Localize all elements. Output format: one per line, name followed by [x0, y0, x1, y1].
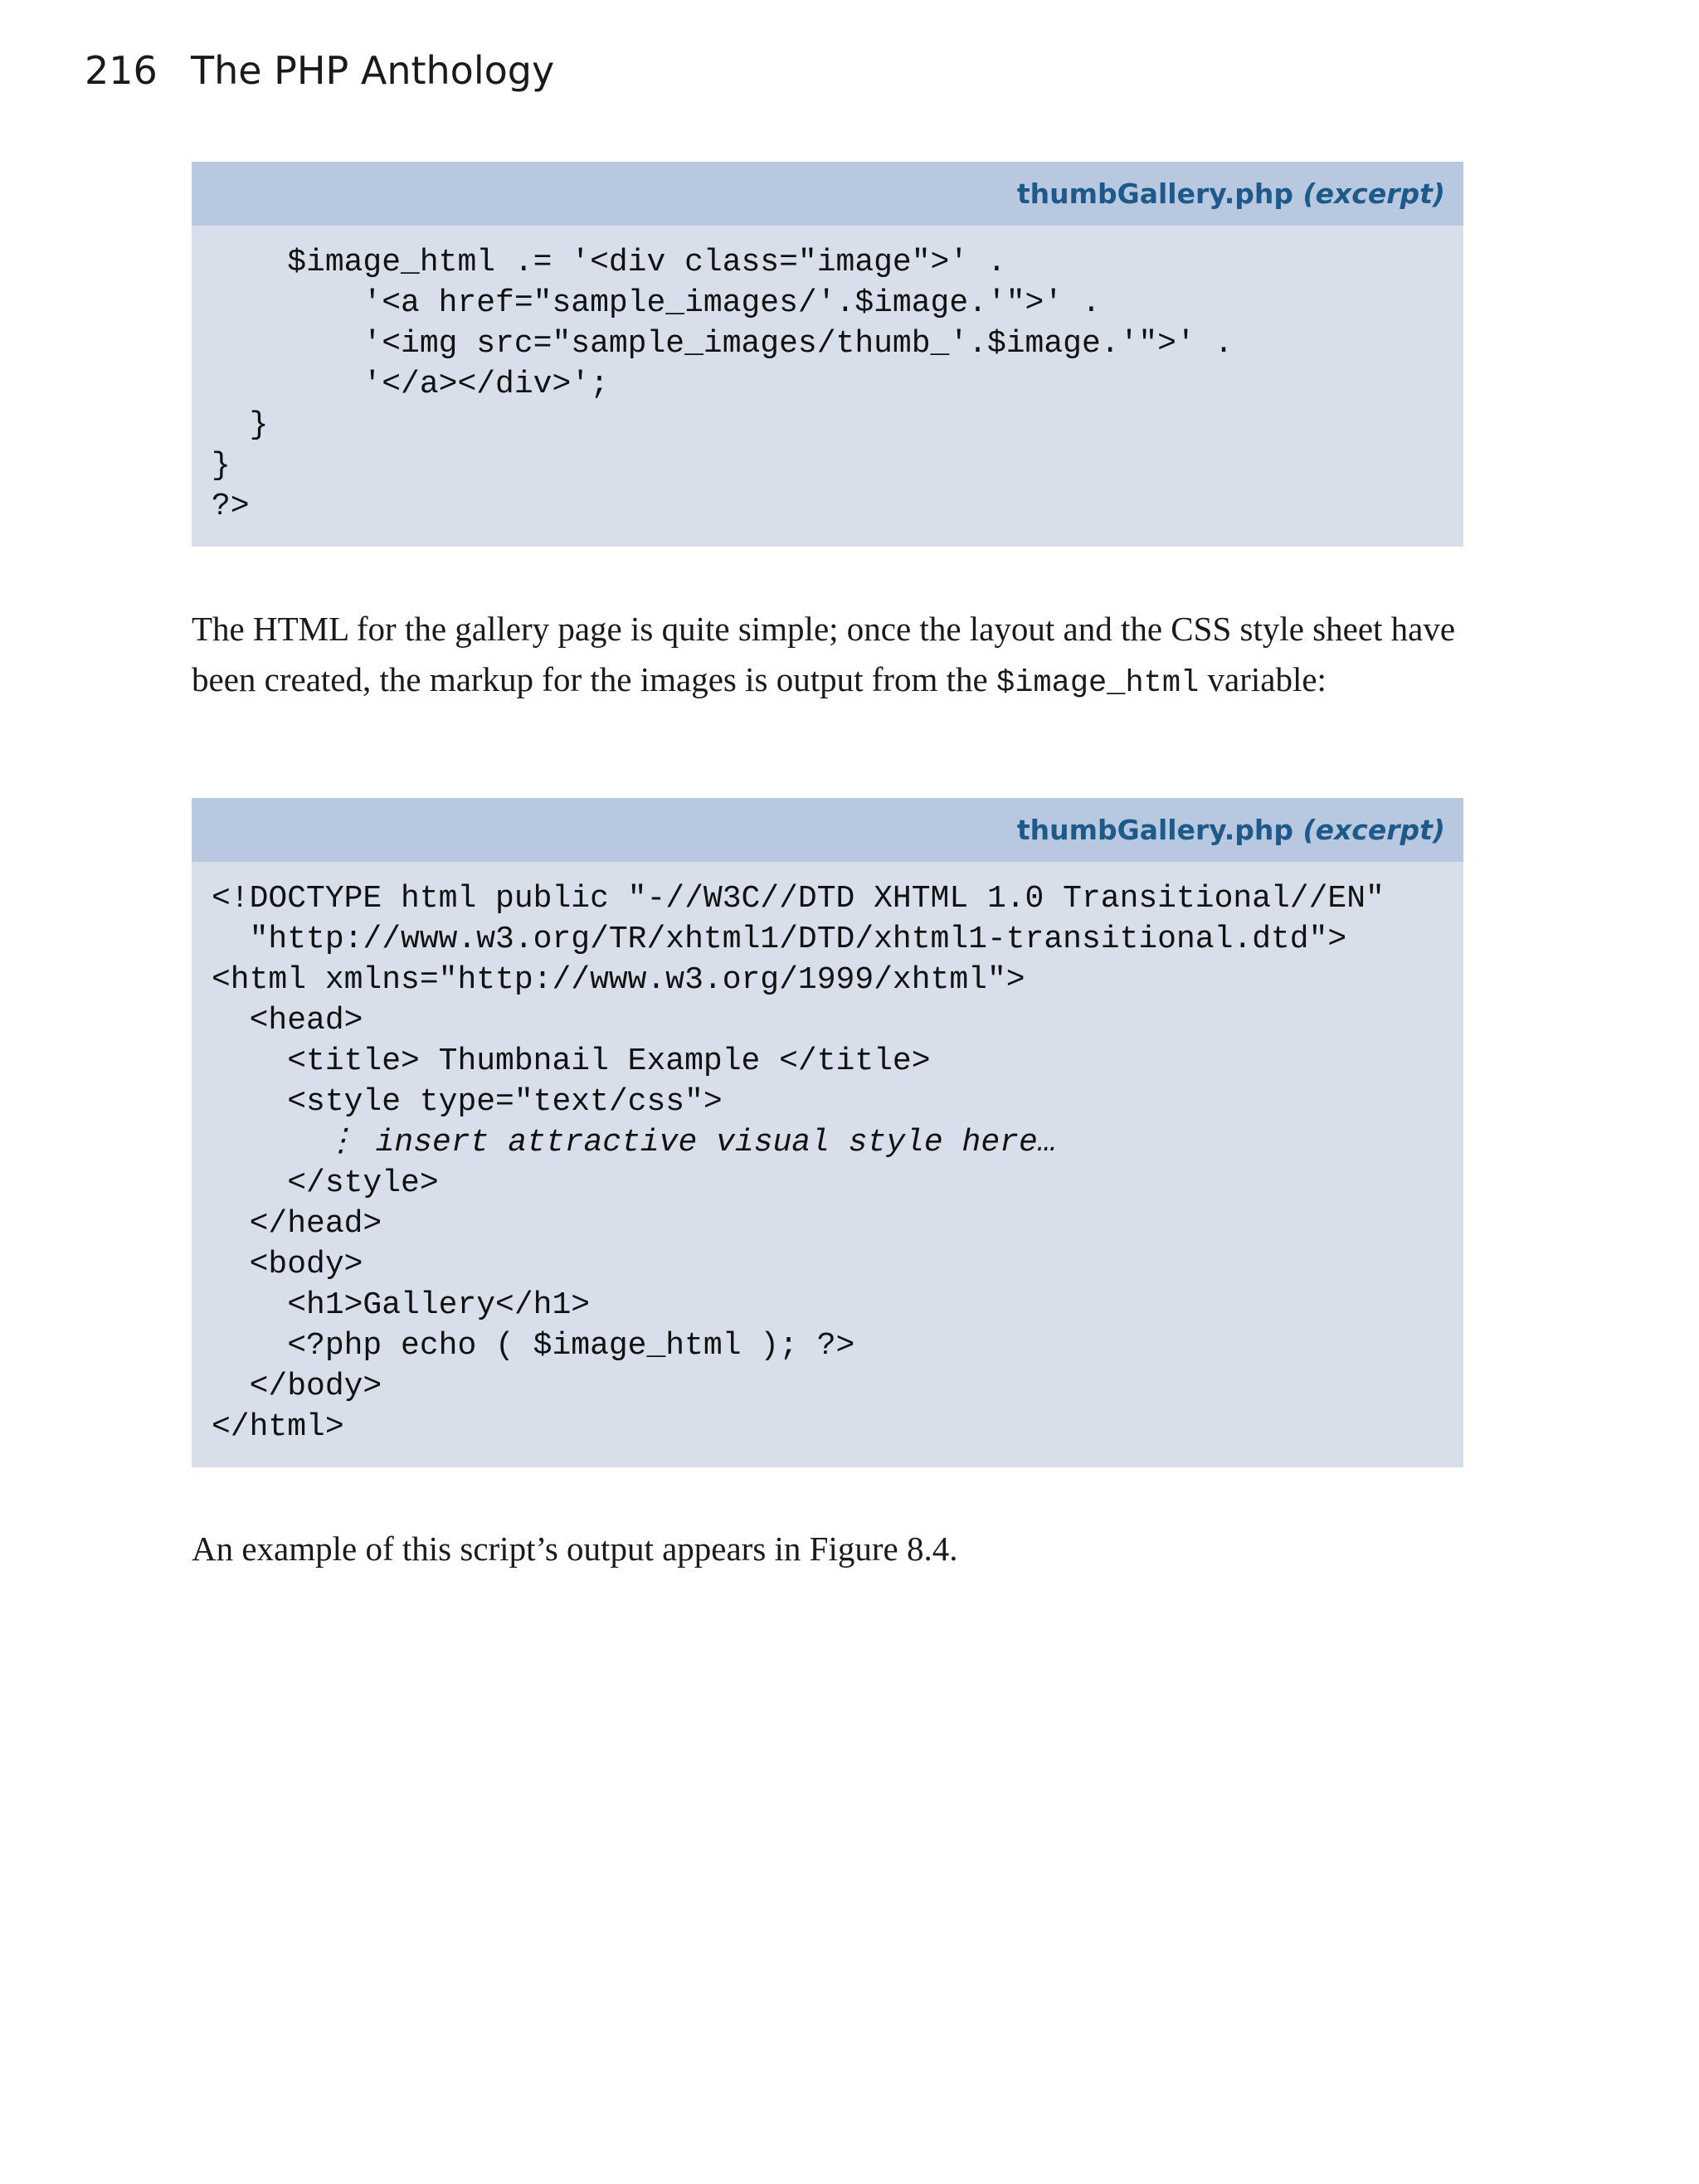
code-listing-header: [192, 798, 1463, 862]
body-paragraph: [192, 604, 1469, 709]
code-listing-header: [192, 162, 1463, 226]
code-line: <title> Thumbnail Example </title>: [212, 1043, 931, 1079]
code-line: ⋮ insert attractive visual style here…: [212, 1125, 1057, 1160]
code-line: '<img src="sample_images/thumb_'.$image.'">' .: [212, 326, 1234, 362]
code-line: "http://www.w3.org/TR/xhtml1/DTD/xhtml1-transitional.dtd">: [212, 922, 1347, 957]
code-line: </style>: [212, 1165, 439, 1201]
book-title: The PHP Anthology: [191, 48, 555, 93]
page-number: 216: [85, 48, 158, 93]
code-line: ?>: [212, 489, 250, 524]
code-body: [192, 862, 1463, 1467]
code-line: <body>: [212, 1247, 363, 1282]
paragraph-text: The HTML for the gallery page is quite simple; once the layout and the CSS style sheet have been created, the markup for the images is output from the: [192, 610, 1456, 698]
code-line: <html xmlns="http://www.w3.org/1999/xhtml">: [212, 962, 1025, 998]
code-line: '<a href="sample_images/'.$image.'">' .: [212, 285, 1101, 321]
inline-code: $image_html: [996, 666, 1200, 701]
code-line: '</a></div>';: [212, 367, 609, 402]
code-line: <?php echo ( $image_html ); ?>: [212, 1328, 855, 1364]
code-body: [192, 226, 1463, 547]
code-filename: thumbGallery.php: [1016, 178, 1294, 210]
body-paragraph: [192, 1524, 1469, 1574]
code-listing-2: [192, 798, 1463, 1467]
code-excerpt-label: (excerpt): [1302, 178, 1445, 210]
code-line: <style type="text/css">: [212, 1084, 723, 1120]
code-line: }: [212, 407, 269, 443]
paragraph-text: variable:: [1199, 660, 1327, 698]
code-line: </html>: [212, 1409, 344, 1445]
code-listing-1: [192, 162, 1463, 547]
code-line: <h1>Gallery</h1>: [212, 1287, 591, 1323]
code-filename: thumbGallery.php: [1016, 814, 1294, 846]
code-line: $image_html .= '<div class="image">' .: [212, 245, 1006, 280]
code-line: </head>: [212, 1206, 382, 1242]
paragraph-text: An example of this script’s output appears in Figure 8.4.: [192, 1530, 958, 1568]
running-header: [85, 48, 554, 93]
code-line: }: [212, 448, 231, 484]
code-line: </body>: [212, 1369, 382, 1404]
code-line: <!DOCTYPE html public "-//W3C//DTD XHTML 1.0 Transitional//EN": [212, 881, 1385, 917]
code-excerpt-label: (excerpt): [1302, 814, 1445, 846]
code-line: <head>: [212, 1003, 363, 1038]
